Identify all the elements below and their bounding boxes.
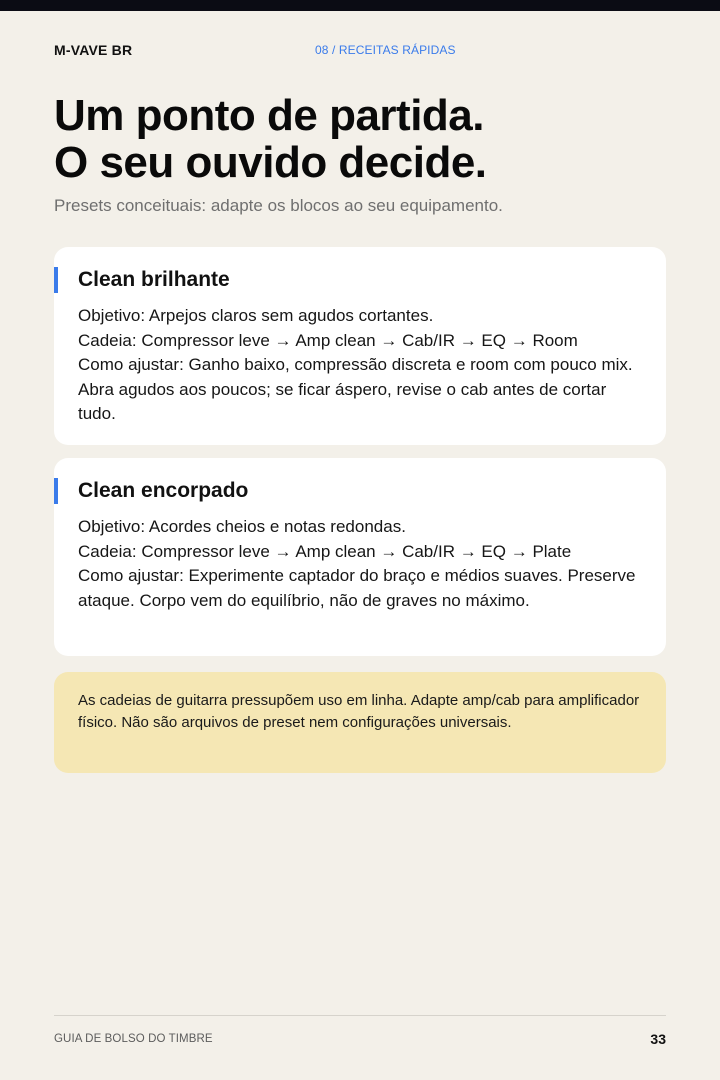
preset-card-clean-encorpado: [54, 458, 666, 656]
preset-objective: Objetivo: Arpejos claros sem agudos cortantes.: [78, 306, 434, 325]
preset-card-clean-brilhante: [54, 247, 666, 445]
note-box: As cadeias de guitarra pressupõem uso em linha. Adapte amp/cab para amplificador físico. Não são arquivos de preset nem configurações universais.: [54, 672, 666, 773]
preset-adjust: Como ajustar: Experimente captador do braço e médios suaves. Preserve ataque. Corpo vem do equilíbrio, não de graves no máximo.: [78, 566, 636, 610]
preset-chain: Cadeia: Compressor leve → Amp clean → Cab/IR → EQ → Plate: [78, 541, 572, 561]
page-subtitle: Presets conceituais: adapte os blocos ao seu equipamento.: [54, 196, 503, 215]
footer-guide-title: GUIA DE BOLSO DO TIMBRE: [54, 1033, 213, 1045]
page-title-line-1: Um ponto de partida.: [54, 91, 484, 140]
page-number: 33: [650, 1031, 666, 1047]
preset-card-body: [78, 304, 648, 427]
preset-card-heading: Clean encorpado: [54, 478, 248, 504]
preset-adjust: Como ajustar: Ganho baixo, compressão discreta e room com pouco mix. Abra agudos aos poucos; se ficar áspero, revise o cab antes de cortar tudo.: [78, 355, 633, 423]
section-label: 08 / RECEITAS RÁPIDAS: [315, 43, 456, 57]
top-bar: [0, 0, 720, 11]
preset-card-body: [78, 515, 648, 613]
page-title: [54, 92, 674, 186]
footer-divider: [54, 1015, 666, 1016]
brand-name: M-VAVE BR: [54, 42, 133, 58]
preset-objective: Objetivo: Acordes cheios e notas redondas.: [78, 517, 406, 536]
page-title-line-2: O seu ouvido decide.: [54, 138, 487, 187]
preset-chain: Cadeia: Compressor leve → Amp clean → Cab/IR → EQ → Room: [78, 330, 578, 350]
preset-card-heading: Clean brilhante: [54, 267, 230, 293]
